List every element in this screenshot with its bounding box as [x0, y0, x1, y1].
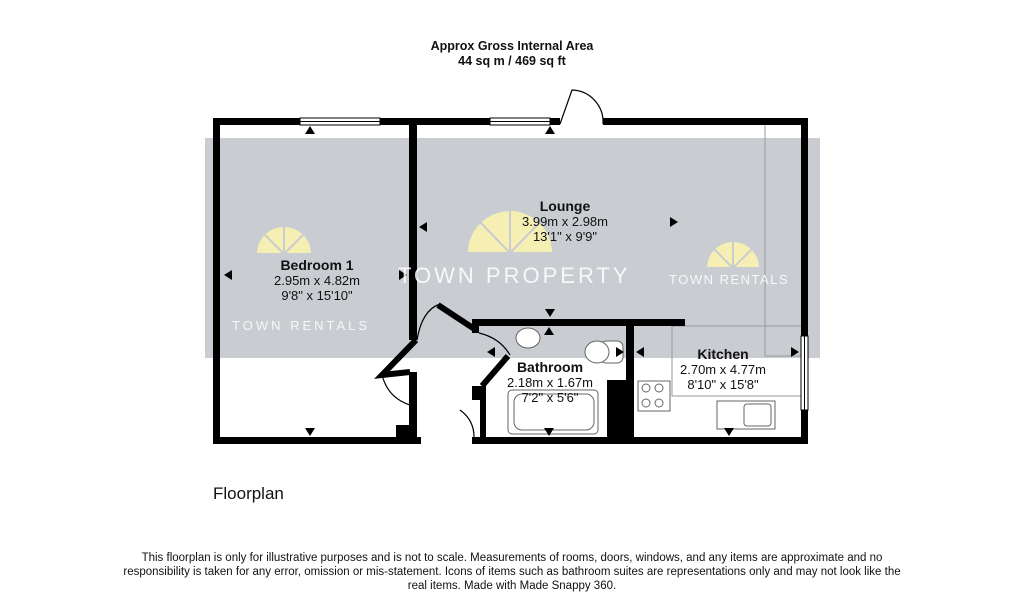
room-lounge: [505, 199, 625, 244]
room-metric: 2.70m x 4.77m: [680, 362, 766, 377]
room-name: Lounge: [539, 198, 591, 214]
floor-label: Floorplan: [213, 484, 284, 503]
watermark-right: TOWN RENTALS: [669, 272, 790, 287]
room-name: Kitchen: [697, 346, 749, 362]
room-bathroom: [490, 360, 610, 405]
room-kitchen: [668, 347, 778, 392]
room-metric: 2.18m x 1.67m: [507, 375, 593, 390]
room-imperial: 7'2" x 5'6": [521, 390, 579, 405]
room-imperial: 13'1" x 9'9": [532, 229, 598, 244]
room-imperial: 8'10" x 15'8": [687, 377, 759, 392]
room-name: Bedroom 1: [280, 257, 354, 273]
area-title: Approx Gross Internal Area: [430, 39, 594, 53]
room-metric: 2.95m x 4.82m: [274, 273, 360, 288]
disclaimer: This floorplan is only for illustrative purposes and is not to scale. Measurements of rooms, doors, windows, and any items are approximate and no responsibility is taken for any error, omission or mis-statement. Icons of items such as bathroom suites are representations only and may not look like the real items. Made with Made Snappy 360.: [123, 552, 901, 592]
watermark-center: TOWN PROPERTY: [398, 263, 631, 288]
room-name: Bathroom: [516, 359, 584, 375]
watermark-left: TOWN RENTALS: [232, 318, 371, 333]
room-metric: 3.99m x 2.98m: [522, 214, 608, 229]
room-bedroom-1: [262, 258, 372, 303]
area-value: 44 sq m / 469 sq ft: [458, 54, 566, 68]
room-imperial: 9'8" x 15'10": [281, 288, 353, 303]
